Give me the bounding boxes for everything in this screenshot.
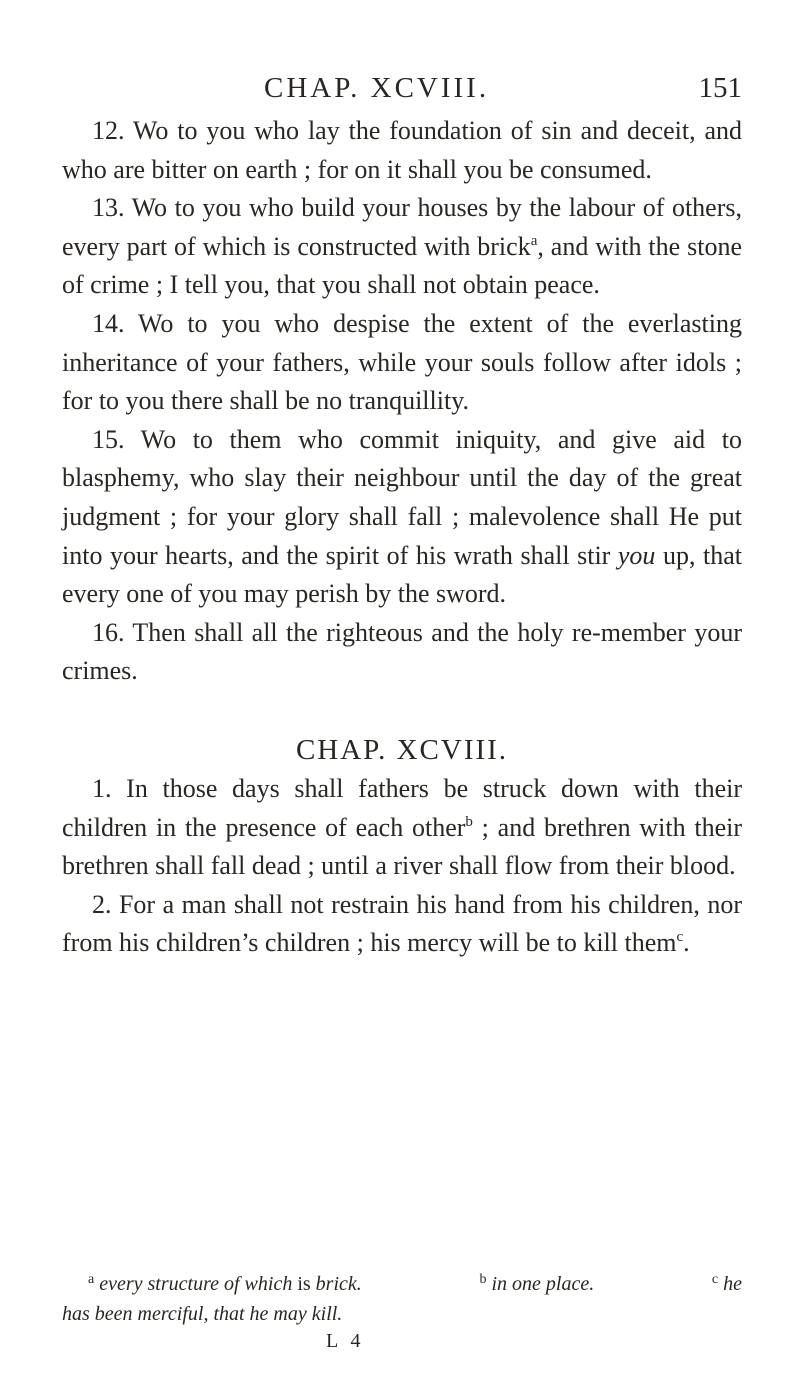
verse-15-emphasis: you — [617, 540, 656, 570]
chapter-verse-2 — [62, 886, 742, 963]
chapter-verse-2-text-after: . — [683, 928, 690, 958]
book-page — [62, 0, 742, 1398]
verse-12: 12. Wo to you who lay the foundation of sin and deceit, and who are bitter on earth ; for on it shall you be consumed. — [62, 116, 742, 184]
footnote-a-mark: a — [88, 1272, 95, 1287]
footnote-c-mark: c — [711, 1272, 719, 1287]
verse-14: 14. Wo to you who despise the extent of the everlasting inheritance of your fathers, while your souls follow after idols ; for to you there shall be no tranquillity. — [62, 308, 742, 416]
footnote-b — [479, 1269, 594, 1299]
footnote-b-mark: b — [479, 1272, 487, 1287]
footnote-ref-b: b — [465, 813, 473, 830]
footnote-line-1 — [62, 1269, 742, 1299]
footnotes — [62, 1269, 742, 1329]
page-number: 151 — [698, 72, 742, 104]
chapter-verse-1-text-before: 1. In those days shall fathers be struck down with their children in the presence of each other — [62, 773, 742, 842]
footnote-ref-c: c — [676, 929, 684, 946]
verse-13 — [62, 189, 742, 305]
footnote-b-text: in one place. — [491, 1273, 595, 1295]
verse-16: 16. Then shall all the righteous and the holy re-member your crimes. — [62, 617, 742, 686]
footnote-ref-a: a — [530, 232, 538, 249]
footnote-a-text-italic: every structure of which — [99, 1273, 293, 1295]
footnote-a-text-end: brick. — [315, 1273, 362, 1295]
footnote-line-2 — [62, 1299, 742, 1329]
chapter-verse-1 — [62, 770, 742, 886]
verse-13-text-after: , and with the stone of crime ; I tell you, that you shall not obtain peace. — [62, 231, 742, 300]
footnote-c — [712, 1269, 742, 1299]
chapter-verse-2-text-before: 2. For a man shall not restrain his hand from his children, nor from his children’s children ; his mercy will be to kill them — [62, 889, 742, 958]
footnote-a — [88, 1269, 362, 1299]
footnote-a-text-mid: is — [292, 1273, 316, 1295]
body-text — [62, 112, 742, 963]
footnote-c-text-start: he — [723, 1273, 742, 1295]
verse-15-text-after: up, that every one of you may perish by the sword. — [62, 540, 742, 609]
verse-15-text-before: 15. Wo to them who commit iniquity, and give aid to blasphemy, who slay their neighbour until the day of the great judgment ; for your glory shall fall ; malevolence shall He put into your hearts, and the spirit of his wrath shall stir — [62, 424, 742, 570]
verse-15 — [62, 421, 742, 614]
chapter-heading: CHAP. XCVIII. — [295, 733, 509, 766]
footnote-c-text-continued: has been merciful, that he may kill. — [62, 1303, 343, 1325]
running-title: CHAP. XCVIII. — [264, 72, 490, 104]
running-head — [62, 72, 742, 112]
verse-13-text-before: 13. Wo to you who build your houses by the labour of others, every part of which is constructed with brick — [62, 193, 742, 261]
chapter-verse-1-text-after: ; and brethren with their brethren shall fall dead ; until a river shall flow from their blood. — [62, 812, 742, 881]
signature-text: L 4 — [326, 1330, 365, 1352]
